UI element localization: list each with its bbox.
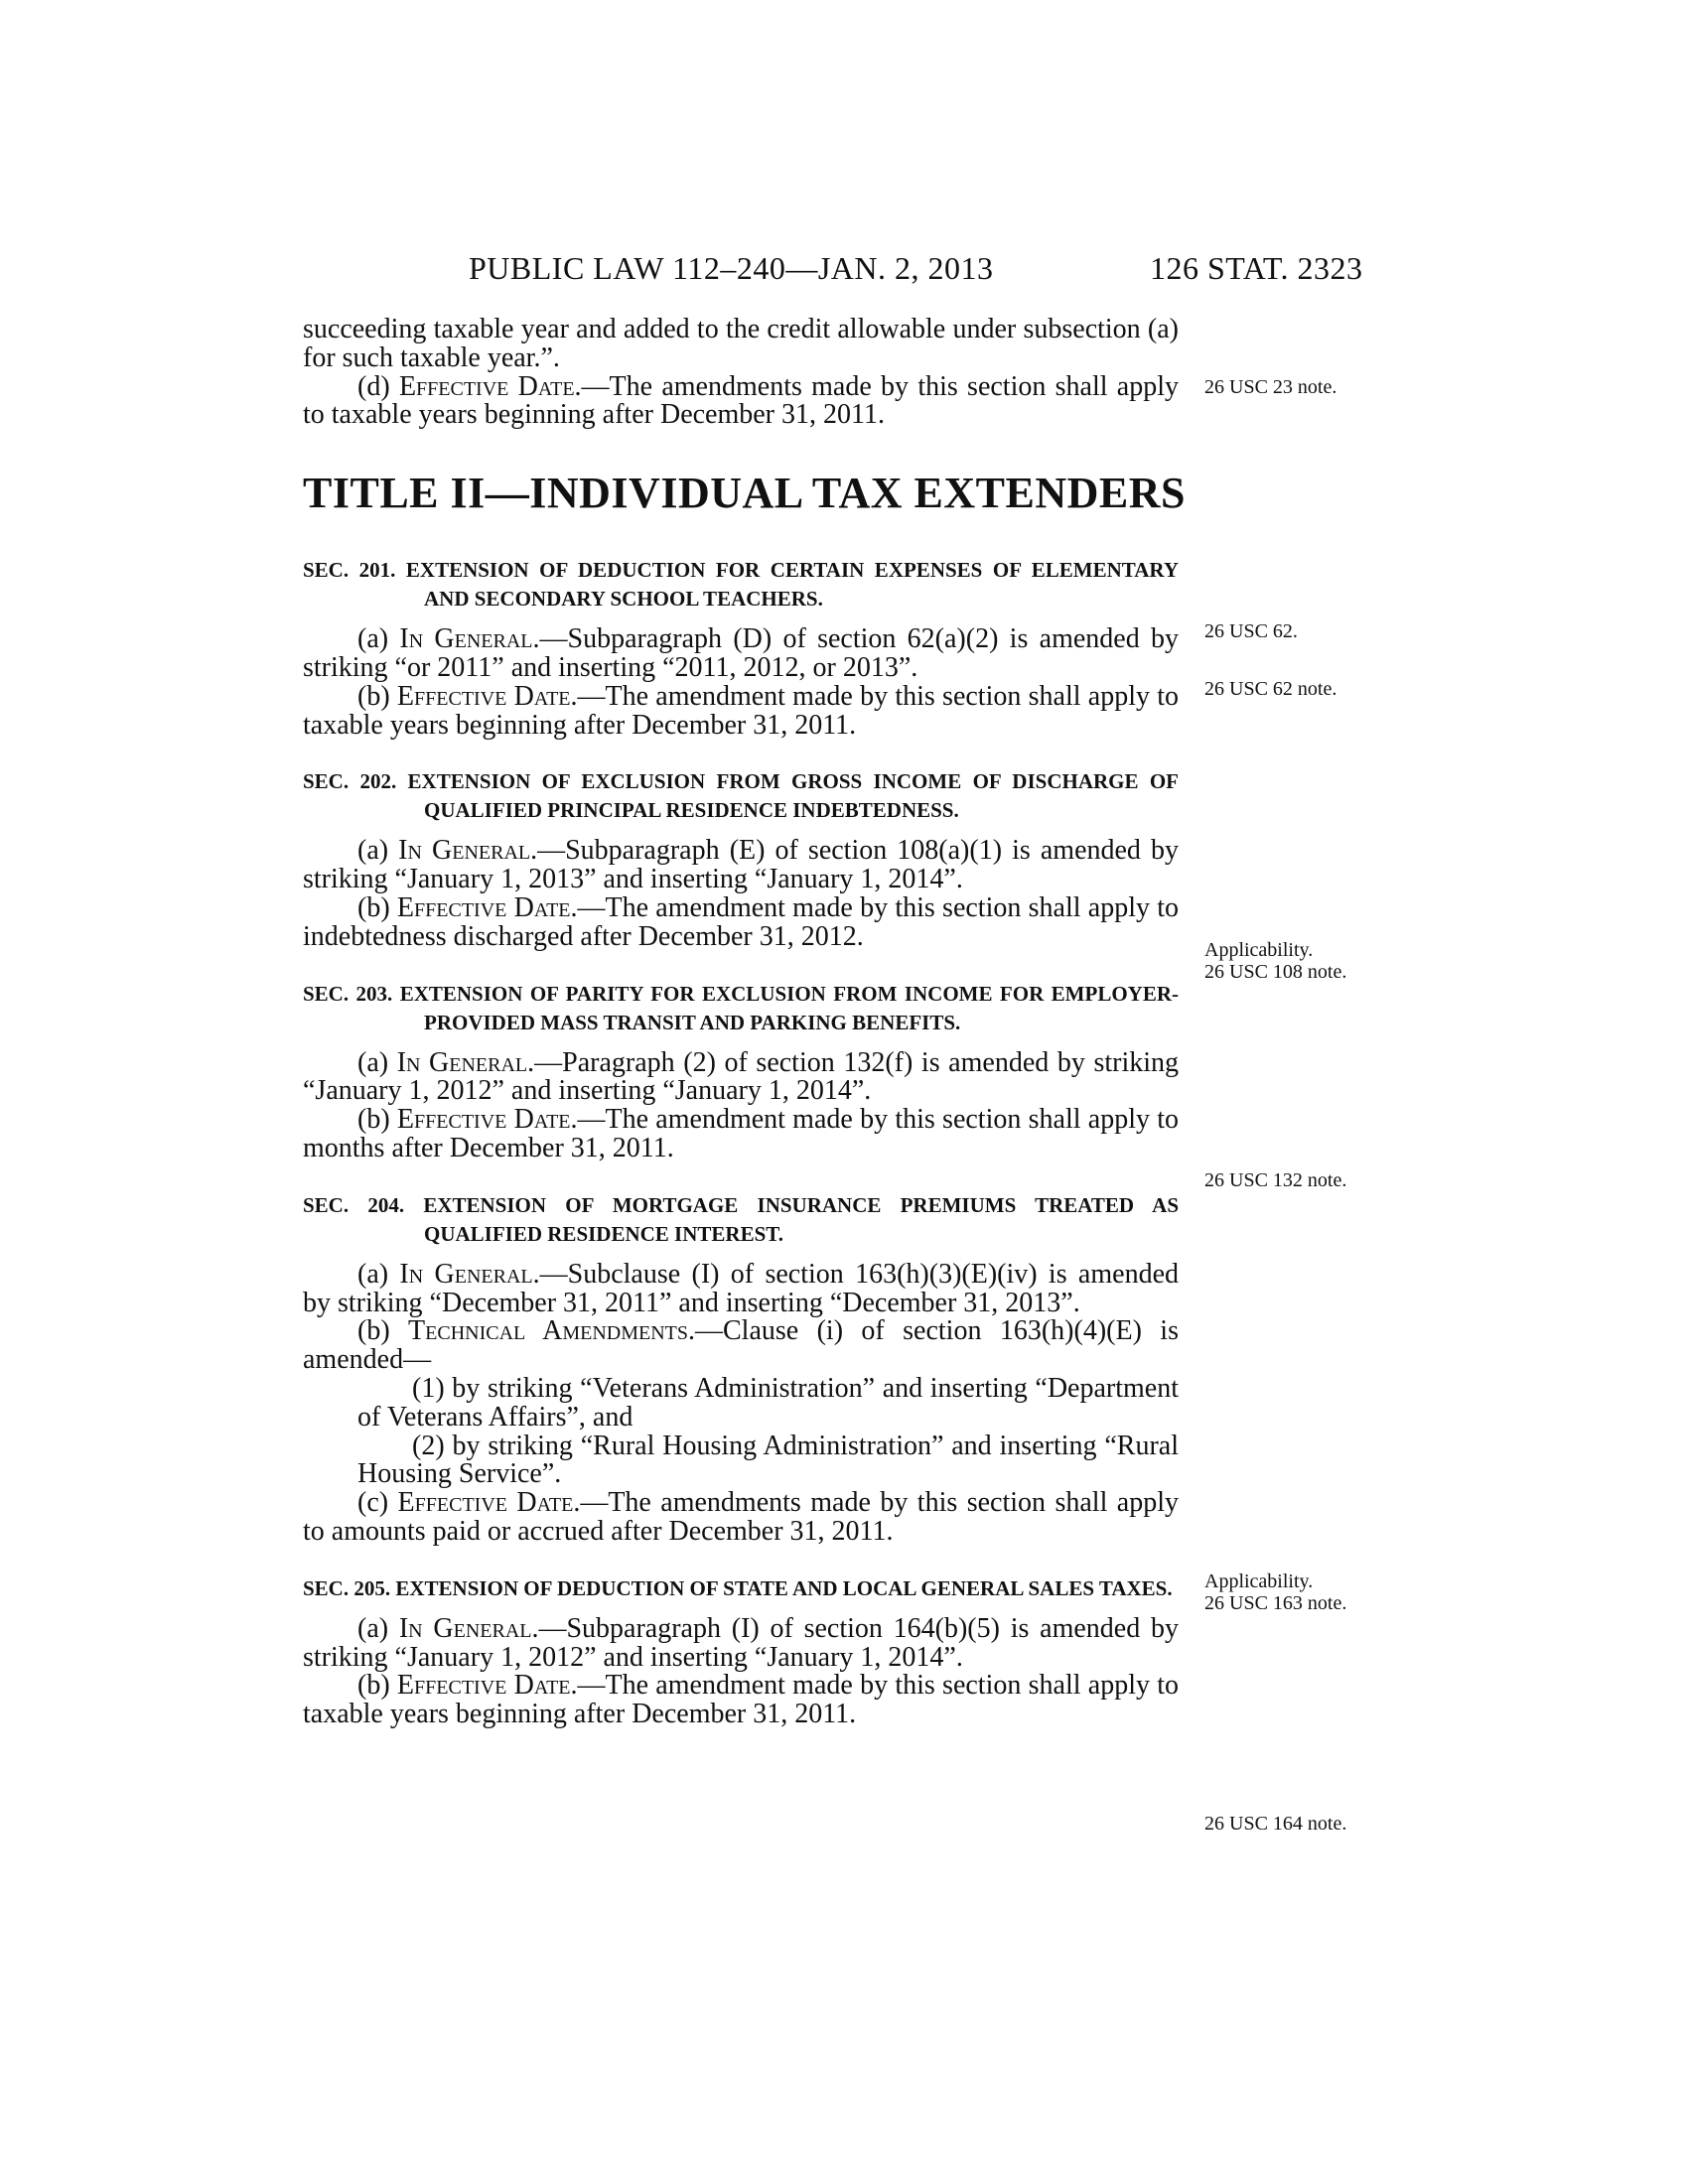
paragraph-heading: Effective Date bbox=[396, 1670, 571, 1702]
section-205-b: (b) Effective Date.—The amendment made by this section shall apply to taxable years beginning after December 31, 2011. bbox=[303, 1670, 1180, 1730]
running-header-law: PUBLIC LAW 112–240—JAN. 2, 2013 bbox=[469, 250, 994, 286]
body-text bbox=[303, 314, 1187, 1730]
section-203-a: (a) In General.—Paragraph (2) of section 132(f) is amended by striking “January 1, 2012” and inserting “January 1, 2014”. bbox=[303, 1046, 1180, 1107]
section-204-heading: SEC. 204. EXTENSION OF MORTGAGE INSURANCE PREMIUMS TREATED AS QUALIFIED RESIDENCE INTEREST. bbox=[303, 1192, 1179, 1246]
margin-note: 26 USC 62. bbox=[1204, 620, 1298, 642]
margin-note: 26 USC 164 note. bbox=[1204, 1813, 1347, 1835]
paragraph-heading: In General bbox=[399, 1258, 533, 1290]
paragraph-heading: Effective Date bbox=[396, 891, 571, 923]
section-202-a: (a) In General.—Subparagraph (E) of section 108(a)(1) is amended by striking “January 1, 2013” and inserting “January 1, 2014”. bbox=[303, 835, 1179, 895]
section-202-heading: SEC. 202. EXTENSION OF EXCLUSION FROM GROSS INCOME OF DISCHARGE OF QUALIFIED PRINCIPAL RESIDENCE INDEBTEDNESS. bbox=[303, 769, 1179, 823]
paragraph-heading: In General bbox=[399, 623, 533, 655]
section-204-a: (a) In General.—Subclause (I) of section 163(h)(3)(E)(iv) is amended by striking “December 31, 2011” and inserting “December 31, 2013”. bbox=[303, 1258, 1179, 1318]
margin-note: 26 USC 132 note. bbox=[1204, 1169, 1347, 1191]
section-204-c: (c) Effective Date.—The amendments made by this section shall apply to amounts paid or accrued after December 31, 2011. bbox=[303, 1487, 1179, 1547]
section-202-b: (b) Effective Date.—The amendment made by this section shall apply to indebtedness discharged after December 31, 2012. bbox=[303, 891, 1180, 952]
paragraph-heading: In General bbox=[396, 1046, 528, 1078]
paragraph-heading: Technical Amendments bbox=[408, 1315, 688, 1347]
section-205-heading: SEC. 205. EXTENSION OF DEDUCTION OF STATE AND LOCAL GENERAL SALES TAXES. bbox=[303, 1575, 1173, 1600]
continuation-paragraph: succeeding taxable year and added to the credit allowable under subsection (a) for such taxable year.”. bbox=[303, 314, 1179, 373]
paragraph-heading: In General bbox=[398, 835, 531, 867]
paragraph-heading: Effective Date bbox=[397, 1487, 574, 1519]
section-201-a: (a) In General.—Subparagraph (D) of section 62(a)(2) is amended by striking “or 2011” and inserting “2011, 2012, or 2013”. bbox=[303, 623, 1179, 683]
section-204-b: (b) Technical Amendments.—Clause (i) of section 163(h)(4)(E) is amended— bbox=[303, 1315, 1179, 1376]
margin-note: 26 USC 62 note. bbox=[1204, 678, 1337, 700]
section-201-heading: SEC. 201. EXTENSION OF DEDUCTION FOR CERTAIN EXPENSES OF ELEMENTARY AND SECONDARY SCHOOL TEACHERS. bbox=[303, 558, 1179, 612]
section-201-b: (b) Effective Date.—The amendment made by this section shall apply to taxable years beginning after December 31, 2011. bbox=[303, 680, 1180, 741]
paragraph-heading: In General bbox=[398, 1612, 532, 1644]
paragraph-heading: Effective Date bbox=[398, 370, 575, 402]
margin-note: 26 USC 23 note. bbox=[1204, 376, 1337, 398]
section-203-heading: SEC. 203. EXTENSION OF PARITY FOR EXCLUSION FROM INCOME FOR EMPLOYER-PROVIDED MASS TRANSIT AND PARKING BENEFITS. bbox=[303, 981, 1179, 1034]
paragraph-intro-d: (d) Effective Date.—The amendments made by this section shall apply to taxable years beginning after December 31, 2011. bbox=[303, 370, 1180, 431]
title-heading: TITLE II—INDIVIDUAL TAX EXTENDERS bbox=[303, 469, 1187, 518]
margin-note: Applicability. 26 USC 108 note. bbox=[1204, 939, 1347, 983]
paragraph-heading: Effective Date bbox=[396, 1104, 571, 1136]
margin-note: Applicability. 26 USC 163 note. bbox=[1204, 1570, 1347, 1614]
section-204-item-2: (2) by striking “Rural Housing Administration” and inserting “Rural Housing Service”. bbox=[357, 1430, 1179, 1490]
section-204-item-1: (1) by striking “Veterans Administration” and inserting “Department of Veterans Affairs”, and bbox=[357, 1372, 1179, 1433]
section-203-b: (b) Effective Date.—The amendment made by this section shall apply to months after December 31, 2011. bbox=[303, 1104, 1180, 1163]
paragraph-heading: Effective Date bbox=[396, 680, 571, 712]
running-header-stat: 126 STAT. 2323 bbox=[1150, 250, 1363, 286]
section-205-a: (a) In General.—Subparagraph (I) of section 164(b)(5) is amended by striking “January 1, 2012” and inserting “January 1, 2014”. bbox=[303, 1612, 1179, 1673]
